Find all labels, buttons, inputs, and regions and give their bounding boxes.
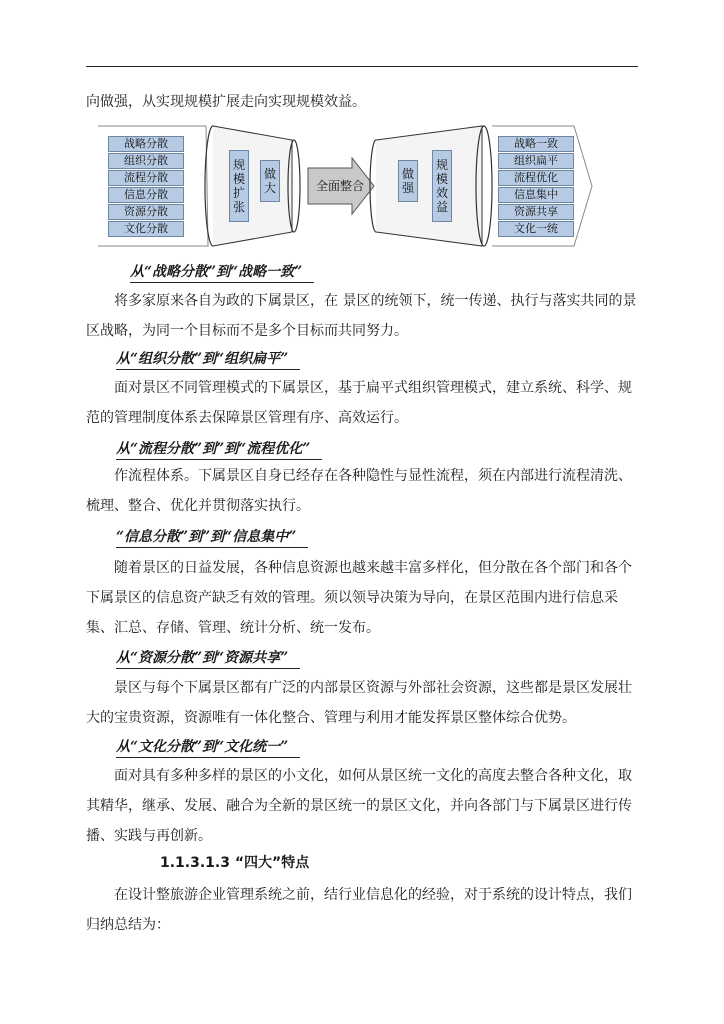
grow-strong-box <box>398 160 418 202</box>
scale-benefit-box <box>432 150 452 222</box>
left-cone <box>213 126 292 246</box>
section-heading: “信息分散”到”到“信息集中” <box>116 527 308 548</box>
section-body: 景区与每个下属景区都有广泛的内部景区资源与外部社会资源，这些都是景区发展壮大的宝贵资源，资源唯有一体化整合、管理与利用才能发挥景区整体综合优势。 <box>86 680 632 726</box>
section-heading: 从“流程分散”到”到“流程优化” <box>116 439 322 460</box>
scale-expansion-box <box>229 150 249 222</box>
right-item: 资源共享 <box>498 204 574 220</box>
scale-benefit-char: 规 <box>435 158 448 172</box>
scale-expansion-char: 规 <box>232 158 245 172</box>
section-body: 作流程体系。下属景区自身已经存在各种隐性与显性流程，须在内部进行流程清洗、梳理、整合、优化并贯彻落实执行。 <box>86 468 632 514</box>
section-body: 随着景区的日益发展，各种信息资源也越来越丰富多样化，但分散在各个部门和各个下属景区的信息资产缺乏有效的管理。须以领导决策为导向，在景区范围内进行信息采集、汇总、存储、管理、统计分析、统一发布。 <box>86 560 632 636</box>
right-item: 流程优化 <box>498 170 574 186</box>
right-item: 组织扁平 <box>498 153 574 169</box>
right-cone <box>376 126 482 246</box>
grow-strong-char: 强 <box>401 181 414 195</box>
grow-big-char: 做 <box>263 167 276 181</box>
intro-line: 向做强，从实现规模扩展走向实现规模效益。 <box>86 94 366 110</box>
scale-benefit-char: 益 <box>435 200 448 214</box>
center-label: 全面整合 <box>315 179 364 193</box>
right-item: 文化一统 <box>498 221 574 237</box>
section-heading: 从“资源分散”到“资源共享” <box>116 648 300 669</box>
grow-strong-char: 做 <box>401 167 414 181</box>
scale-benefit-char: 效 <box>435 186 448 200</box>
scale-expansion-char: 模 <box>232 172 245 186</box>
section-heading: 从“文化分散”到“文化统一” <box>116 737 300 758</box>
scale-benefit-char: 模 <box>435 172 448 186</box>
section-heading: 从“战略分散”到“战略一致” <box>130 262 314 283</box>
header-rule <box>86 66 638 67</box>
right-item: 信息集中 <box>498 187 574 203</box>
section-heading: 从“组织分散”到“组织扁平” <box>116 349 300 370</box>
left-item: 信息分散 <box>108 187 184 203</box>
right-item: 战略一致 <box>498 136 574 152</box>
left-item: 流程分散 <box>108 170 184 186</box>
section-body: 面对具有多种多样的景区的小文化，如何从景区统一文化的高度去整合各种文化，取其精华，继承、发展、融合为全新的景区统一的景区文化，并向各部门与下属景区进行传播、实践与再创新。 <box>86 768 632 844</box>
left-item: 组织分散 <box>108 153 184 169</box>
subsection-title: 1.1.3.1.3 “四大”特点 <box>160 855 310 871</box>
left-item: 文化分散 <box>108 221 184 237</box>
closing-paragraph: 在设计整旅游企业管理系统之前，结行业信息化的经验，对于系统的设计特点，我们归纳总结为： <box>86 887 632 933</box>
integration-diagram <box>96 120 606 252</box>
scale-expansion-char: 扩 <box>232 186 245 200</box>
section-body: 将多家原来各自为政的下属景区，在 景区的统领下，统一传递、执行与落实共同的景区战略，为同一个目标而不是多个目标而共同努力。 <box>86 293 637 339</box>
grow-big-char: 大 <box>263 181 276 195</box>
left-item: 战略分散 <box>108 136 184 152</box>
grow-big-box <box>260 160 280 202</box>
section-body: 面对景区不同管理模式的下属景区，基于扁平式组织管理模式，建立系统、科学、规范的管理制度体系去保障景区管理有序、高效运行。 <box>86 380 632 426</box>
scale-expansion-char: 张 <box>232 200 245 214</box>
left-item: 资源分散 <box>108 204 184 220</box>
